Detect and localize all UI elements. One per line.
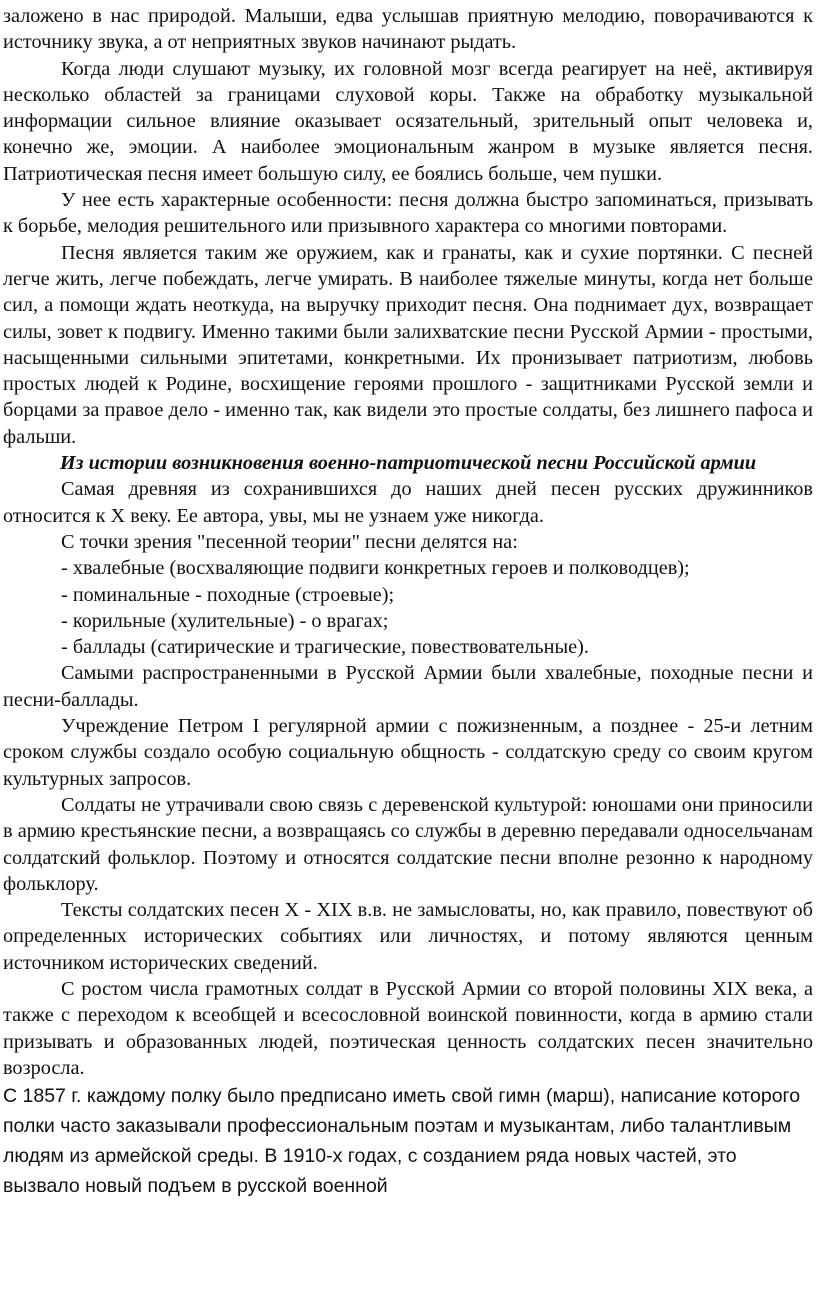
list-item: - баллады (сатирические и трагические, повествовательные). [61, 636, 589, 659]
paragraph-village-culture: Солдаты не утрачивали свою связь с деревенской культурой: юношами они приносили в армию крестьянские песни, а возвращаясь со службы в деревню передавали односельчанам солдатский фольклор. Поэтому и относятся солдатские песни вполне резонно к народному фольклору. [3, 793, 813, 895]
paragraph-brain-music: Когда люди слушают музыку, их головной мозг всегда реагирует на неё, активируя несколько областей за границами слуховой коры. Также на обработку музыкальной информации сильное влияние оказывает осязательный, зрительный опыт человека и, конечно же, эмоции. А наиболее эмоциональным жанром в музыке является песня. Патриотическая песня имеет большую силу, ее боялись больше, чем пушки. [3, 57, 813, 185]
paragraph-song-weapon: Песня является таким же оружием, как и гранаты, как и сухие портянки. С песней легче жить, легче побеждать, легче умирать. В наиболее тяжелые минуты, когда нет больше сил, а помощи ждать неоткуда, на выручку приходит песня. Она поднимает дух, возвращает силы, зовет к подвигу. Именно такими были залихватские песни Русской Армии - простыми, насыщенными сильными эпитетами, конкретными. Их пронизывает патриотизм, любовь простых людей к Родине, восхищение героями прошлого - защитниками Русской земли и борцами за правое дело - именно так, как видели это простые солдаты, без лишнего пафоса и фальши. [3, 241, 813, 448]
paragraph-song-features: У нее есть характерные особенности: песня должна быстро запоминаться, призывать к борьбе, мелодия решительного или призывного характера со многими повторами. [3, 189, 813, 238]
paragraph-song-texts: Тексты солдатских песен X - XIX в.в. не замысловаты, но, как правило, повествуют об определенных исторических событиях или личностях, и потому являются ценным источником исторических сведений. [3, 899, 813, 974]
paragraph-oldest-song: Самая древняя из сохранившихся до наших дней песен русских дружинников относится к X веку. Ее автора, увы, мы не узнаем уже никогда. [3, 478, 813, 527]
paragraph-song-theory: С точки зрения "песенной теории" песни делятся на: [61, 530, 518, 553]
list-item: - поминальные - походные (строевые); [61, 583, 395, 606]
paragraph-regiment-anthem: С 1857 г. каждому полку было предписано иметь свой гимн (марш), написание которого полки часто заказывали профессиональным поэтам и музыкантам, либо талантливым людям из армейской среды. В 1910-х годах, с созданием ряда новых частей, это вызвало новый подъем в русской военной [3, 1085, 801, 1198]
list-item: - корильные (хулительные) - о врагах; [61, 609, 389, 632]
paragraph-peter-army: Учреждение Петром I регулярной армии с пожизненным, а позднее - 25-и летним сроком службы создало особую социальную общность - солдатскую среду со своим кругом культурных запросов. [3, 715, 813, 790]
paragraph-continuation: заложено в нас природой. Малыши, едва услышав приятную мелодию, поворачиваются к источнику звука, а от неприятных звуков начинают рыдать. [3, 5, 813, 54]
paragraph-literate-soldiers: С ростом числа грамотных солдат в Русской Армии со второй половины XIX века, а также с переходом к всеобщей и всесословной воинской повинности, когда в армию стали призывать и образованных людей, поэтическая ценность солдатских песен значительно возросла. [3, 977, 813, 1079]
song-types-list [3, 555, 813, 660]
list-item: - хвалебные (восхваляющие подвиги конкретных героев и полководцев); [61, 557, 690, 580]
paragraph-common-songs: Самыми распространенными в Русской Армии были хвалебные, походные песни и песни-баллады. [3, 662, 813, 711]
section-heading: Из истории возникновения военно-патриотической песни Российской армии [59, 452, 757, 475]
